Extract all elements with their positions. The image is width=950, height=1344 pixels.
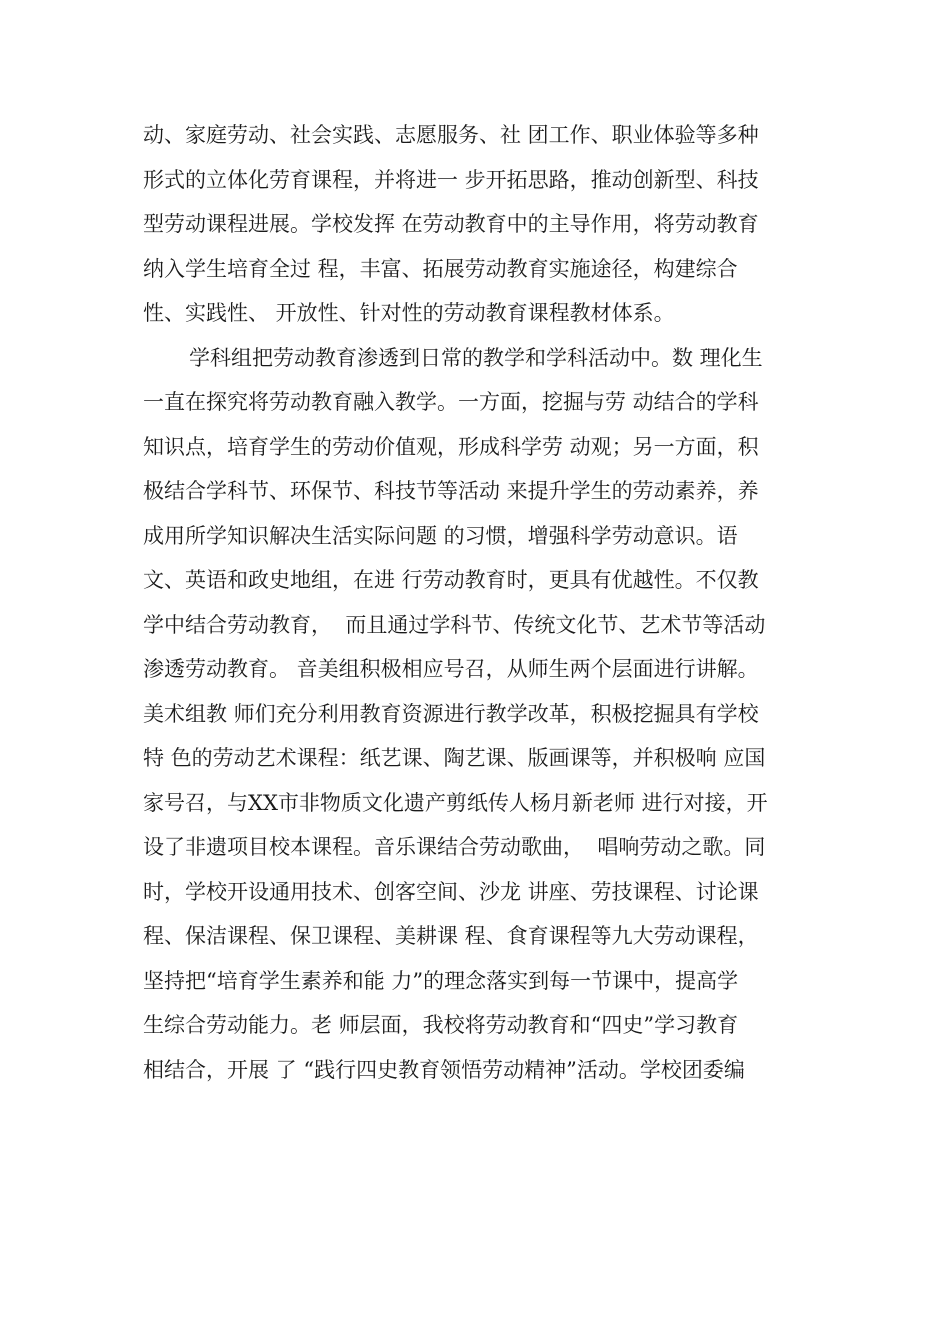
text-line: 纳入学生培育全过 程，丰富、拓展劳动教育实施途径，构建综合	[143, 256, 738, 281]
text-line: 生综合劳动能力。老 师层面，我校将劳动教育和“四史”学习教育	[143, 1013, 739, 1037]
text-line: 成用所学知识解决生活实际问题 的习惯，增强科学劳动意识。语	[143, 523, 738, 548]
text-line: 美术组教 师们充分利用教育资源进行教学改革，积极挖掘具有学校	[143, 701, 759, 726]
text-line: 型劳动课程进展。学校发挥 在劳动教育中的主导作用，将劳动教育	[143, 212, 759, 236]
text-line: 知识点，培育学生的劳动价值观，形成科学劳 动观；另一方面，积	[143, 434, 759, 459]
text-line: 形式的立体化劳育课程，并将进一 步开拓思路，推动创新型、科技	[143, 167, 759, 192]
text-line: 特 色的劳动艺术课程：纸艺课、陶艺课、版画课等，并积极响 应国	[143, 746, 766, 770]
text-line: 程、保洁课程、保卫课程、美耕课 程、食育课程等九大劳动课程，	[143, 924, 759, 948]
text-line: 相结合，开展 了 “践行四史教育领悟劳动精神”活动。学校团委编	[143, 1057, 745, 1082]
text-line: 文、英语和政史地组，在进 行劳动教育时，更具有优越性。不仅教	[143, 568, 759, 592]
paragraph-first-line: 学科组把劳动教育渗透到日常的教学和学科活动中。数 理化生	[189, 345, 763, 370]
text-line: 一直在探究将劳动教育融入教学。一方面，挖掘与劳 动结合的学科	[143, 390, 759, 414]
text-line: 设了非遗项目校本课程。音乐课结合劳动歌曲， 唱响劳动之歌。同	[143, 835, 766, 859]
body-text	[143, 113, 823, 1092]
text-line: 坚持把“培育学生素养和能 力”的理念落实到每一节课中，提高学	[143, 968, 739, 993]
text-line: 学中结合劳动教育， 而且通过学科节、传统文化节、艺术节等活动	[143, 612, 766, 637]
text-line: 动、家庭劳动、社会实践、志愿服务、社 团工作、职业体验等多种	[143, 123, 759, 147]
text-line: 家号召，与XX市非物质文化遗产剪纸传人杨月新老师 进行对接，开	[143, 790, 768, 815]
text-line: 渗透劳动教育。 音美组积极相应号召，从师生两个层面进行讲解。	[143, 657, 759, 681]
text-line: 性、实践性、 开放性、针对性的劳动教育课程教材体系。	[143, 301, 675, 325]
text-line: 时，学校开设通用技术、创客空间、沙龙 讲座、劳技课程、讨论课	[143, 879, 759, 904]
text-line: 极结合学科节、环保节、科技节等活动 来提升学生的劳动素养，养	[143, 479, 759, 503]
